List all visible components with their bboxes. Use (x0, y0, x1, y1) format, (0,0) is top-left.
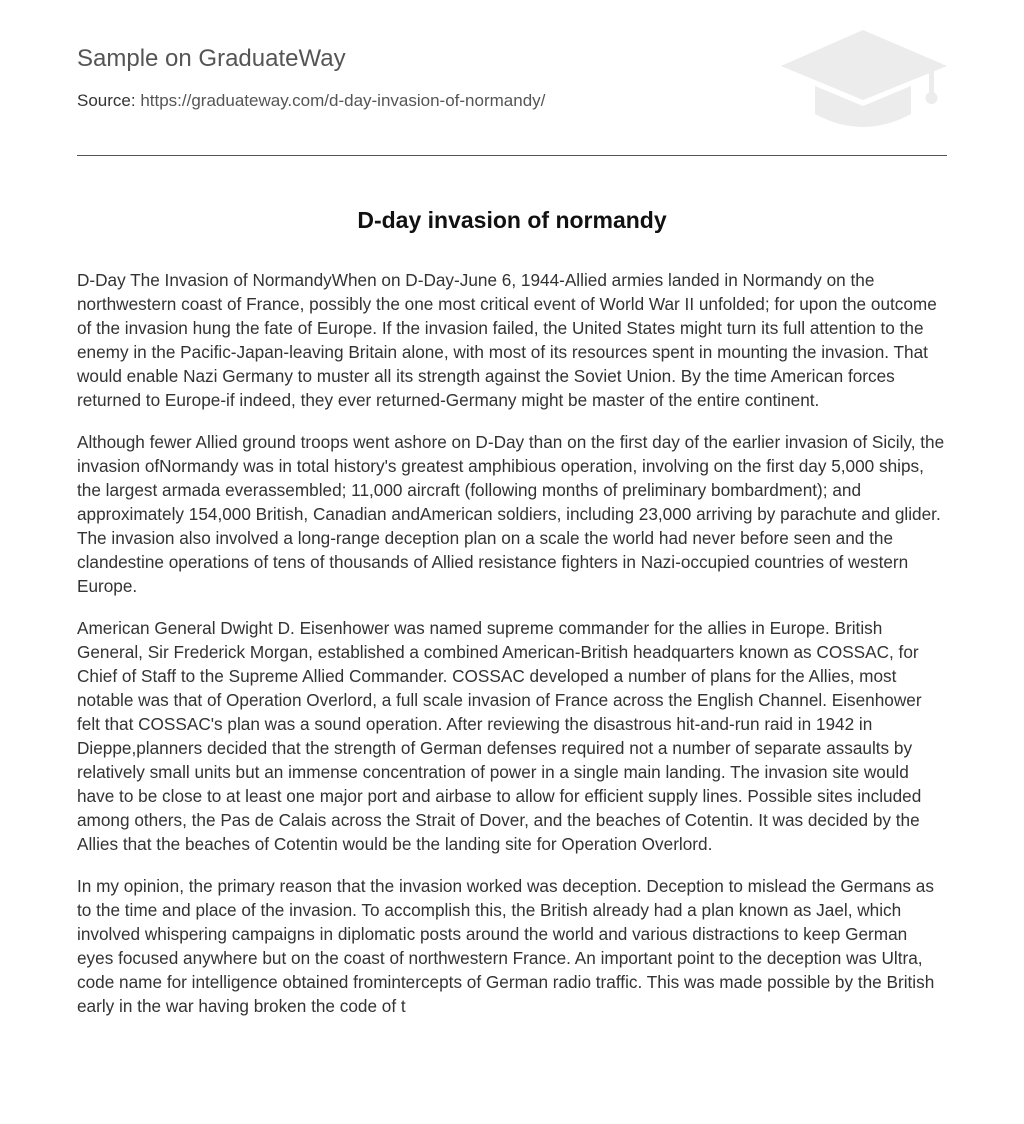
header-divider (77, 155, 947, 156)
paragraph-1: D-Day The Invasion of NormandyWhen on D-Day-June 6, 1944-Allied armies landed in Normandy on the northwestern coast of France, possibly the one most critical event of World War II unfolded; for upon the outcome of the invasion hung the fate of Europe. If the invasion failed, the United States might turn its full attention to the enemy in the Pacific-Japan-leaving Britain alone, with most of its resources spent in mounting the invasion. That would enable Nazi Germany to muster all its strength against the Soviet Union. By the time American forces returned to Europe-if indeed, they ever returned-Germany might be master of the entire continent. (77, 270, 937, 410)
paragraph-3: American General Dwight D. Eisenhower was named supreme commander for the allies in Europe. British General, Sir Frederick Morgan, established a combined American-British headquarters known as COSSAC, for Chief of Staff to the Supreme Allied Commander. COSSAC developed a number of plans for the Allies, most notable was that of Operation Overlord, a full scale invasion of France across the English Channel. Eisenhower felt that COSSAC's plan was a sound operation. After reviewing the disastrous hit-and-run raid in 1942 in Dieppe,planners decided that the strength of German defenses required not a number of separate assaults by relatively small units but an immense concentration of power in a single main landing. The invasion site would have to be close to at least one major port and airbase to allow for efficient supply lines. Possible sites included among others, the Pas de Calais across the Strait of Dover, and the beaches of Cotentin. It was decided by the Allies that the beaches of Cotentin would be the landing site for Operation Overlord. (77, 618, 922, 854)
paragraph-2: Although fewer Allied ground troops went ashore on D-Day than on the first day of the earlier invasion of Sicily, the invasion ofNormandy was in total history's greatest amphibious operation, involving on the first day 5,000 ships, the largest armada everassembled; 11,000 aircraft (following months of preliminary bombardment); and approximately 154,000 British, Canadian andAmerican soldiers, including 23,000 arriving by parachute and glider. The invasion also involved a long-range deception plan on a scale the world had never before seen and the clandestine operations of tens of thousands of Allied resistance fighters in Nazi-occupied countries of western Europe. (77, 432, 945, 596)
document-title: D-day invasion of normandy (357, 207, 667, 233)
source-line (77, 90, 545, 112)
document-body (77, 268, 947, 1036)
source-label: Source: (77, 91, 136, 110)
graduation-cap-icon (781, 30, 947, 134)
site-title: Sample on GraduateWay (77, 45, 346, 72)
source-link[interactable]: https://graduateway.com/d-day-invasion-of-normandy/ (140, 91, 546, 110)
paragraph-4: In my opinion, the primary reason that the invasion worked was deception. Deception to mislead the Germans as to the time and place of the invasion. To accomplish this, the British already had a plan known as Jael, which involved whispering campaigns in diplomatic posts around the world and various distractions to keep German eyes focused anywhere but on the coast of northwestern France. An important point to the deception was Ultra, code name for intelligence obtained fromintercepts of German radio traffic. This was made possible by the British early in the war having broken the code of t (77, 876, 935, 1016)
page-header (77, 44, 947, 156)
